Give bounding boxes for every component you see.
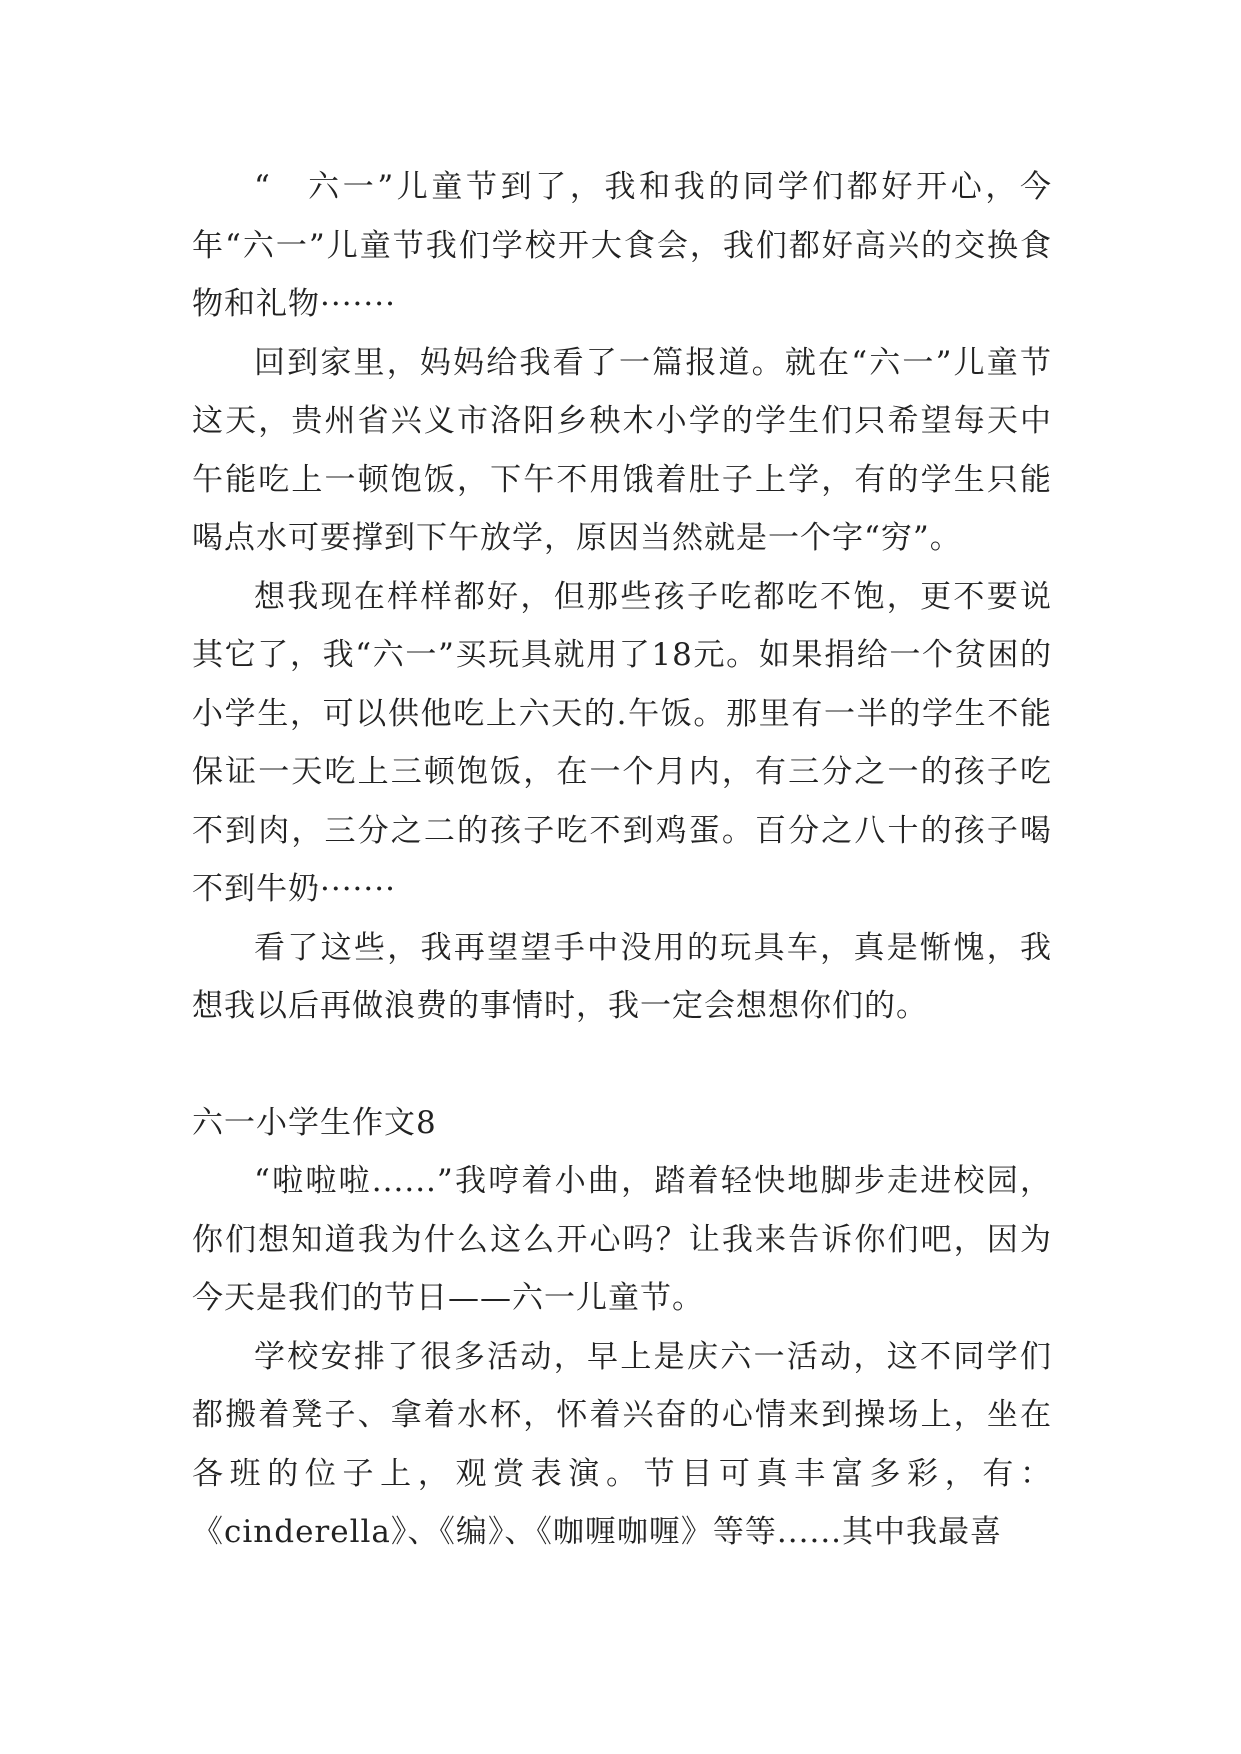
- essay-2-title: 六一小学生作文8: [192, 1104, 437, 1141]
- section-spacer: [192, 1036, 1052, 1094]
- essay-1-paragraph-2: 回到家里，妈妈给我看了一篇报道。就在“六一”儿童节这天，贵州省兴义市洛阳乡秧木小学的学生们只希望每天中午能吃上一顿饱饭，下午不用饿着肚子上学，有的学生只能喝点水可要撑到下午放学，原因当然就是一个字“穷”。: [192, 344, 1052, 556]
- document-body: [192, 158, 1052, 1562]
- essay-2-paragraph-2: 学校安排了很多活动，早上是庆六一活动，这不同学们都搬着凳子、拿着水杯，怀着兴奋的心情来到操场上，坐在各班的位子上，观赏表演。节目可真丰富多彩，有：《cinderella》、《编》、《咖喱咖喱》等等......其中我最喜: [192, 1338, 1052, 1550]
- essay-1-paragraph-3: 想我现在样样都好，但那些孩子吃都吃不饱，更不要说其它了，我“六一”买玩具就用了18元。如果捐给一个贫困的小学生，可以供他吃上六天的.午饭。那里有一半的学生不能保证一天吃上三顿饱饭，在一个月内，有三分之一的孩子吃不到肉，三分之二的孩子吃不到鸡蛋。百分之八十的孩子喝不到牛奶·······: [192, 578, 1052, 907]
- essay-2-paragraph-1: “啦啦啦......”我哼着小曲，踏着轻快地脚步走进校园，你们想知道我为什么这么开心吗？让我来告诉你们吧，因为今天是我们的节日——六一儿童节。: [192, 1163, 1052, 1316]
- essay-1-paragraph-4: 看了这些，我再望望手中没用的玩具车，真是惭愧，我想我以后再做浪费的事情时，我一定会想想你们的。: [192, 929, 1052, 1024]
- essay-1-paragraph-1: “ 六一”儿童节到了，我和我的同学们都好开心，今年“六一”儿童节我们学校开大食会，我们都好高兴的交换食物和礼物·······: [192, 169, 1052, 322]
